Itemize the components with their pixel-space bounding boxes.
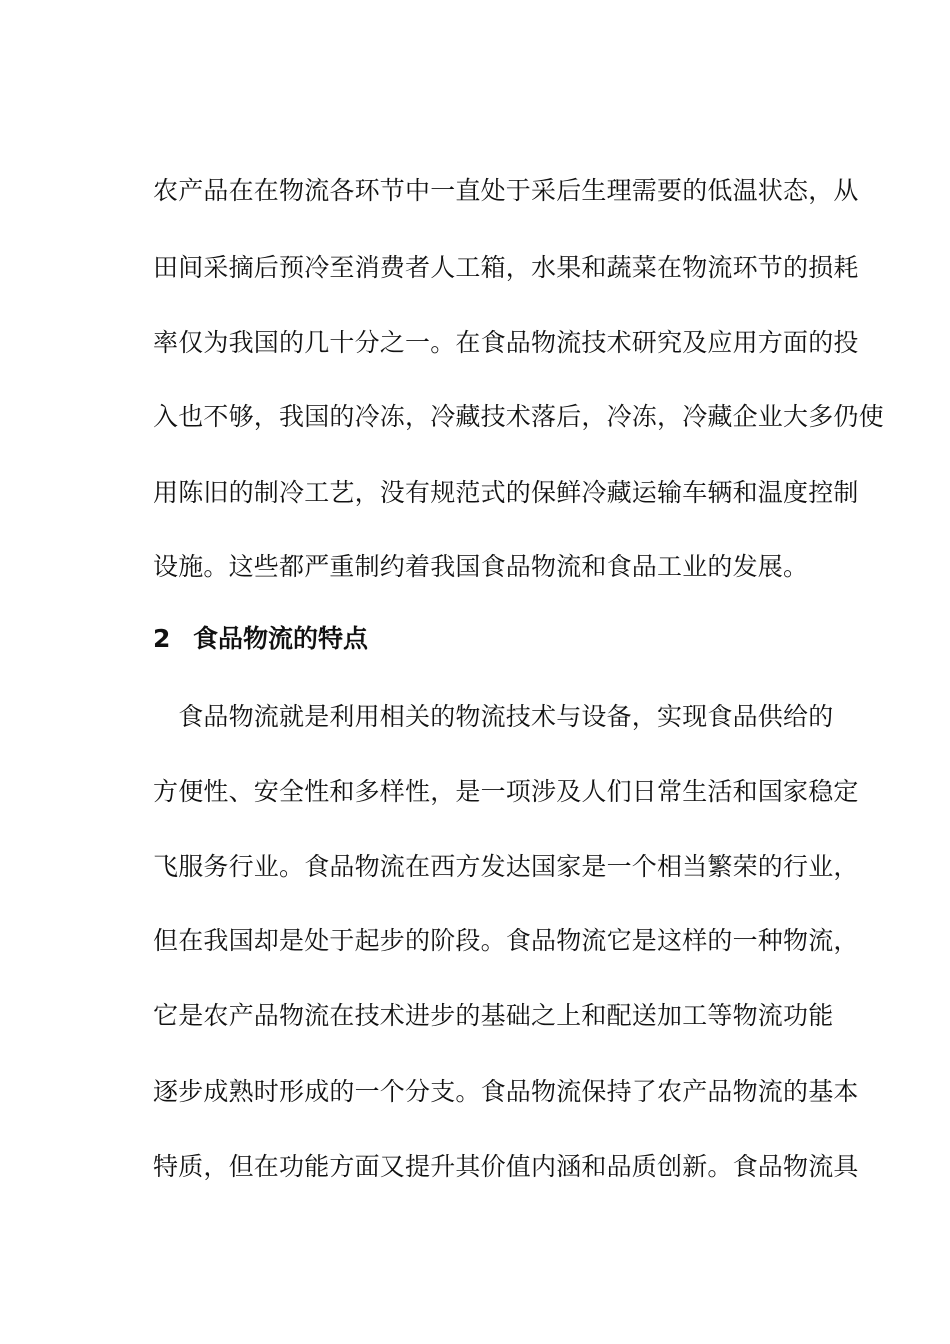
section-number: 2 — [153, 624, 171, 653]
text-line: 用陈旧的制冷工艺，没有规范式的保鲜冷藏运输车辆和温度控制 — [153, 478, 859, 507]
text-line: 它是农产品物流在技术进步的基础之上和配送加工等物流功能 — [153, 1001, 834, 1030]
section-heading — [153, 622, 860, 656]
text-line: 设施。这些都严重制约着我国食品物流和食品工业的发展。 — [153, 552, 809, 581]
text-line: 率仅为我国的几十分之一。在食品物流技术研究及应用方面的投 — [153, 328, 859, 357]
text-line: 但在我国却是处于起步的阶段。食品物流它是这样的一种物流， — [153, 926, 859, 955]
text-line: 田间采摘后预冷至消费者人工箱，水果和蔬菜在物流环节的损耗 — [153, 253, 859, 282]
text-line: 入也不够，我国的冷冻，冷藏技术落后，冷冻，冷藏企业大多仍使 — [153, 402, 884, 431]
text-line: 农产品在在物流各环节中一直处于采后生理需要的低温状态，从 — [153, 176, 859, 205]
text-line: 方便性、安全性和多样性，是一项涉及人们日常生活和国家稳定 — [153, 777, 859, 806]
text-line: 食品物流就是利用相关的物流技术与设备，实现食品供给的 — [153, 702, 834, 731]
text-line: 飞服务行业。食品物流在西方发达国家是一个相当繁荣的行业， — [153, 852, 859, 881]
section-title: 食品物流的特点 — [193, 624, 369, 653]
text-line: 特质，但在功能方面又提升其价值内涵和品质创新。食品物流具 — [153, 1152, 859, 1181]
text-line: 逐步成熟时形成的一个分支。食品物流保持了农产品物流的基本 — [153, 1077, 859, 1106]
